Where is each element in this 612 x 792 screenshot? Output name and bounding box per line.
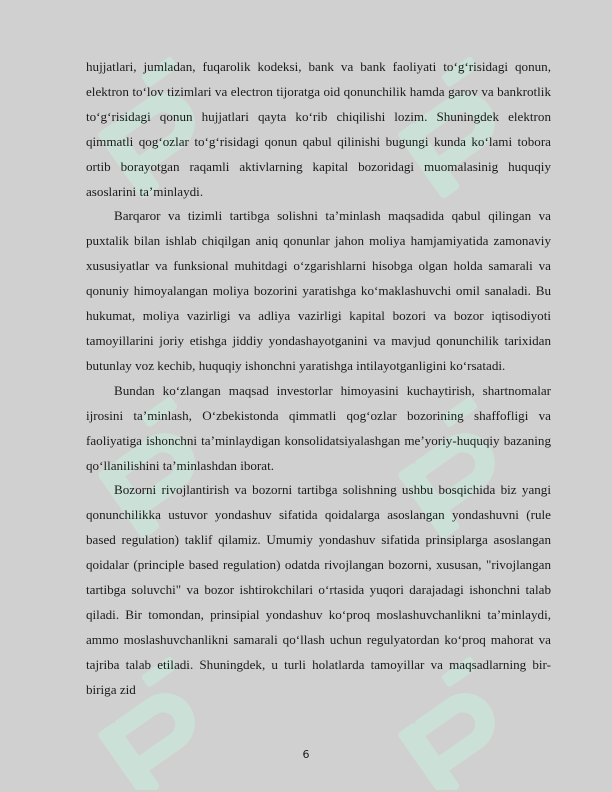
page-number: 6 bbox=[302, 748, 310, 761]
paragraph: Bundan ko‘zlangan maqsad investorlar himoyasini kuchaytirish, shartnomalar ijrosini ta’minlash, O‘zbekistonda qimmatli qog‘ozlar bozorining shaffofligi va faoliyatiga ishonchni ta’minlaydigan konsolidatsiyalashgan me’yoriy-huquqiy bazaning qo‘llanilishini ta’minlashdan iborat. bbox=[86, 382, 551, 473]
paragraph: Barqaror va tizimli tartibga solishni ta’minlash maqsadida qabul qilingan va puxtalik bilan ishlab chiqilgan aniq qonunlar jahon moliya hamjamiyatida zamonaviy xususiyatlar va funksional muhitdagi o‘zgarishlarni hisobga olgan holda samarali va qonuniy himoyalangan moliya bozorini yaratishga ko‘maklashuvchi omil sanaladi. Bu hukumat, moliya vazirligi va adliya vazirligi kapital bozori va bozor iqtisodiyoti tamoyillarini joriy etishga jiddiy yondashayotganini va mavjud qonunchilik tarixidan butunlay voz kechib, huquqiy ishonchni yaratishga intilayotganligini ko‘rsatadi. bbox=[86, 208, 551, 373]
paragraph: Bozorni rivojlantirish va bozorni tartibga solishning ushbu bosqichida biz yangi qonunchilikka ustuvor yondashuv sifatida qoidalarga asoslangan yondashuvni (rule based regulation) taklif qilamiz. Umumiy yondashuv sifatida prinsiplarga asoslangan qoidalar (principle based regulation) odatda rivojlangan bozorni, xususan, "rivojlangan tartibga soluvchi" va bozor ishtirokchilari o‘rtasida yuqori darajadagi ishonchni talab qiladi. Bir tomondan, prinsipial yondashuv ko‘proq moslashuvchanlikni ta’minlaydi, ammo moslashuvchanlikni samarali qo‘llash uchun regulyatordan ko‘proq mahorat va tajriba talab etiladi. Shuningdek, u turli holatlarda tamoyillar va maqsadlarning bir-biriga zid bbox=[86, 482, 551, 697]
paragraph: hujjatlari, jumladan, fuqarolik kodeksi, bank va bank faoliyati to‘g‘risidagi qonun, elektron to‘lov tizimlari va electron tijoratga oid qonunchilik hamda garov va bankrotlik to‘g‘risidagi qonun hujjatlari qayta ko‘rib chiqilishi lozim. Shuningdek elektron qimmatli qog‘ozlar to‘g‘risidagi qonun qabul qilinishi bugungi kunda ko‘lami tobora ortib borayotgan raqamli aktivlarning kapital bozoridagi muomalasinig huquqiy asoslarini ta’minlaydi. bbox=[86, 59, 551, 199]
body-text bbox=[86, 55, 551, 703]
